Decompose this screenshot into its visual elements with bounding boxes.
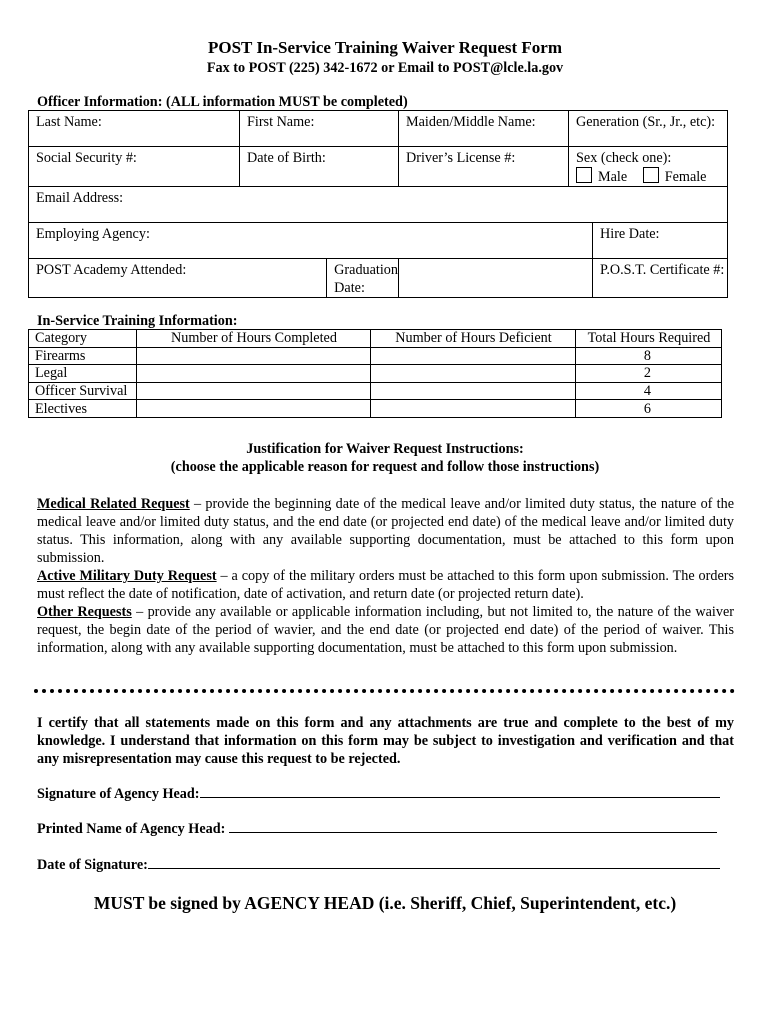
form-title: POST In-Service Training Waiver Request Form (207, 38, 562, 57)
drivers-license-field[interactable]: Driver’s License #: (399, 147, 569, 187)
printed-name-line[interactable] (229, 831, 717, 833)
hours-completed-cell[interactable] (137, 347, 371, 365)
hours-required-cell: 8 (576, 347, 722, 365)
other-request-text: – provide any available or applicable information including, but not limited to, the nature of the waiver request, the begin date of the period of wavier, and the end date (or projected end date) of the period of waiver. This information, along with any available supporting documentation, must be attached to this form upon submission. (37, 604, 734, 656)
hire-date-field[interactable]: Hire Date: (593, 223, 728, 259)
signature-line[interactable] (200, 796, 720, 798)
table-row (29, 365, 722, 383)
row-category: Officer Survival (29, 382, 137, 400)
hours-deficient-cell[interactable] (371, 382, 576, 400)
academy-field[interactable]: POST Academy Attended: (29, 259, 327, 297)
row-category: Firearms (29, 347, 137, 365)
row-category: Electives (29, 400, 137, 418)
hours-completed-cell[interactable] (137, 382, 371, 400)
signature-row (37, 786, 737, 803)
date-label: Date of Signature: (37, 857, 148, 873)
male-checkbox[interactable] (576, 167, 592, 183)
col-hours-completed: Number of Hours Completed (137, 330, 371, 348)
date-line[interactable] (148, 867, 720, 869)
certification-statement: I certify that all statements made on this form and any attachments are true and complete to the best of my knowledge. I understand that information on this form may be subject to investigation and verification and that any misrepresentation may cause this request to be rejected. (37, 715, 734, 767)
hours-deficient-cell[interactable] (371, 365, 576, 383)
printed-name-row (37, 821, 737, 838)
female-checkbox[interactable] (643, 167, 659, 183)
hours-required-cell: 4 (576, 382, 722, 400)
hours-required-cell: 2 (576, 365, 722, 383)
hours-required-cell: 6 (576, 400, 722, 418)
table-row (29, 382, 722, 400)
footer-note: MUST be signed by AGENCY HEAD (i.e. Sheriff, Chief, Superintendent, etc.) (93, 893, 677, 913)
table-row (29, 347, 722, 365)
military-request-lead: Active Military Duty Request (37, 568, 217, 584)
training-header-row (29, 330, 722, 348)
military-request-text: – a copy of the military orders must be attached to this form upon submission. The orders must reflect the date of notification, date of activation, and return date (or projected return date). (37, 568, 734, 602)
sex-field (569, 147, 728, 187)
ssn-field[interactable]: Social Security #: (29, 147, 240, 187)
female-label: Female (664, 169, 707, 185)
col-hours-required: Total Hours Required (576, 330, 722, 348)
employing-agency-field[interactable]: Employing Agency: (29, 223, 593, 259)
dob-field[interactable]: Date of Birth: (240, 147, 399, 187)
row-category: Legal (29, 365, 137, 383)
dotted-divider (34, 689, 735, 693)
training-table (28, 329, 722, 418)
officer-info-table (28, 110, 728, 298)
other-request-lead: Other Requests (37, 604, 132, 620)
training-info-heading: In-Service Training Information: (37, 313, 238, 329)
signature-label: Signature of Agency Head: (37, 786, 200, 802)
col-hours-deficient: Number of Hours Deficient (371, 330, 576, 348)
middle-name-field[interactable]: Maiden/Middle Name: (399, 111, 569, 147)
medical-request-lead: Medical Related Request (37, 496, 190, 512)
officer-info-heading: Officer Information: (ALL information MUST be completed) (37, 94, 408, 110)
hours-deficient-cell[interactable] (371, 347, 576, 365)
graduation-date-field[interactable]: Graduation Date: (334, 262, 398, 296)
justification-title: Justification for Waiver Request Instructions: (246, 441, 524, 457)
form-subtitle: Fax to POST (225) 342-1672 or Email to POST@lcle.la.gov (206, 60, 564, 76)
date-row (37, 857, 737, 874)
last-name-field[interactable]: Last Name: (29, 111, 240, 147)
hours-deficient-cell[interactable] (371, 400, 576, 418)
male-label: Male (598, 169, 628, 185)
hours-completed-cell[interactable] (137, 400, 371, 418)
justification-subtitle: (choose the applicable reason for request and follow those instructions) (170, 459, 600, 475)
table-row (29, 400, 722, 418)
generation-field[interactable]: Generation (Sr., Jr., etc): (569, 111, 728, 147)
first-name-field[interactable]: First Name: (240, 111, 399, 147)
printed-name-label: Printed Name of Agency Head: (37, 821, 226, 837)
graduation-date-cont (399, 259, 592, 261)
hours-completed-cell[interactable] (137, 365, 371, 383)
certificate-field[interactable]: P.O.S.T. Certificate #: (593, 259, 728, 298)
email-field[interactable]: Email Address: (29, 187, 728, 223)
justification-instructions (37, 495, 734, 657)
col-category: Category (29, 330, 137, 348)
medical-request-text: – provide the beginning date of the medical leave and/or limited duty status, the nature of the medical leave and/or limited duty status, and the end date (or projected end date) of the medical leave and/or limited duty status. This information, along with any available supporting documentation, must be attached to this form upon submission. (37, 496, 734, 566)
sex-label: Sex (check one): (576, 150, 672, 166)
